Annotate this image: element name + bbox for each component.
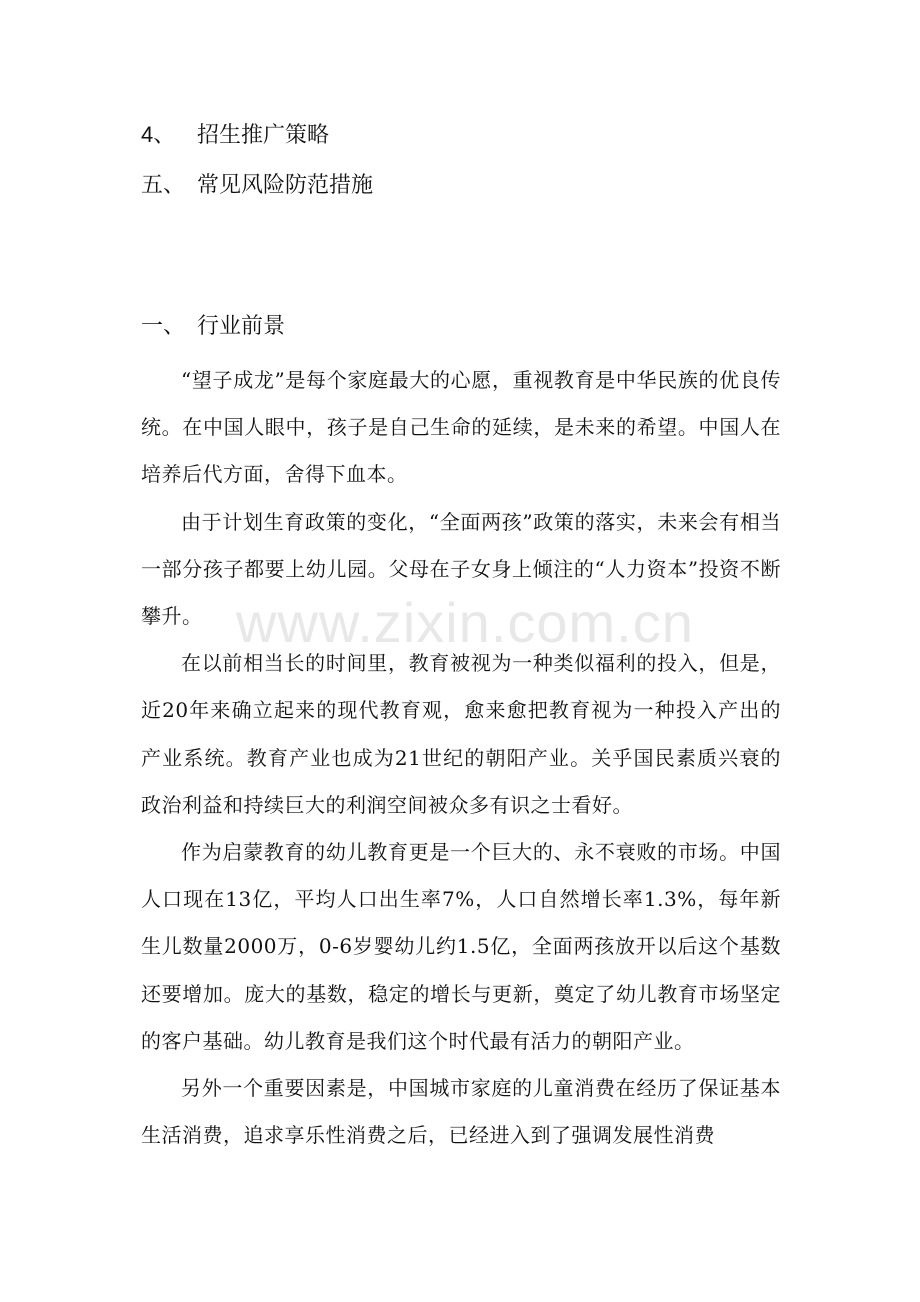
section-number: 一、 [141,314,186,339]
toc-item-label: 招生推广策略 [197,123,330,148]
paragraph: 在以前相当长的时间里，教育被视为一种类似福利的投入，但是，近20年来确立起来的现代教育观，愈来愈把教育视为一种投入产出的产业系统。教育产业也成为21世纪的朝阳产业。关乎国民素质兴衰的政治利益和持续巨大的利润空间被众多有识之士看好。 [141,651,781,817]
paragraph: 另外一个重要因素是，中国城市家庭的儿童消费在经历了保证基本生活消费，追求享乐性消费之后，已经进入到了强调发展性消费 [141,1076,781,1148]
toc-item-number: 五、 [141,172,186,197]
section-title: 行业前景 [197,314,286,339]
toc-item-label: 常见风险防范措施 [197,173,374,198]
toc-item-number: 4、 [141,122,176,147]
watermark: www.zixin.com.cn [236,591,694,654]
section-heading [141,312,285,342]
paragraph: 由于计划生育政策的变化，“全面两孩”政策的落实，未来会有相当一部分孩子都要上幼儿园。父母在子女身上倾注的“人力资本”投资不断攀升。 [141,509,781,629]
section-body [141,357,781,1159]
paragraph: “望子成龙”是每个家庭最大的心愿，重视教育是中华民族的优良传统。在中国人眼中，孩子是自己生命的延续，是未来的希望。中国人在培养后代方面，舍得下血本。 [141,368,781,487]
toc-item-risk-prevention [141,170,373,201]
paragraph: 作为启蒙教育的幼儿教育更是一个巨大的、永不衰败的市场。中国人口现在13亿，平均人口出生率7%，人口自然增长率1.3%，每年新生儿数量2000万，0-6岁婴幼儿约1.5亿，全面两孩放开以后这个基数还要增加。庞大的基数，稳定的增长与更新，奠定了幼儿教育市场坚定的客户基础。幼儿教育是我们这个时代最有活力的朝阳产业。 [141,840,781,1053]
toc-item-recruitment-strategy [141,120,329,151]
